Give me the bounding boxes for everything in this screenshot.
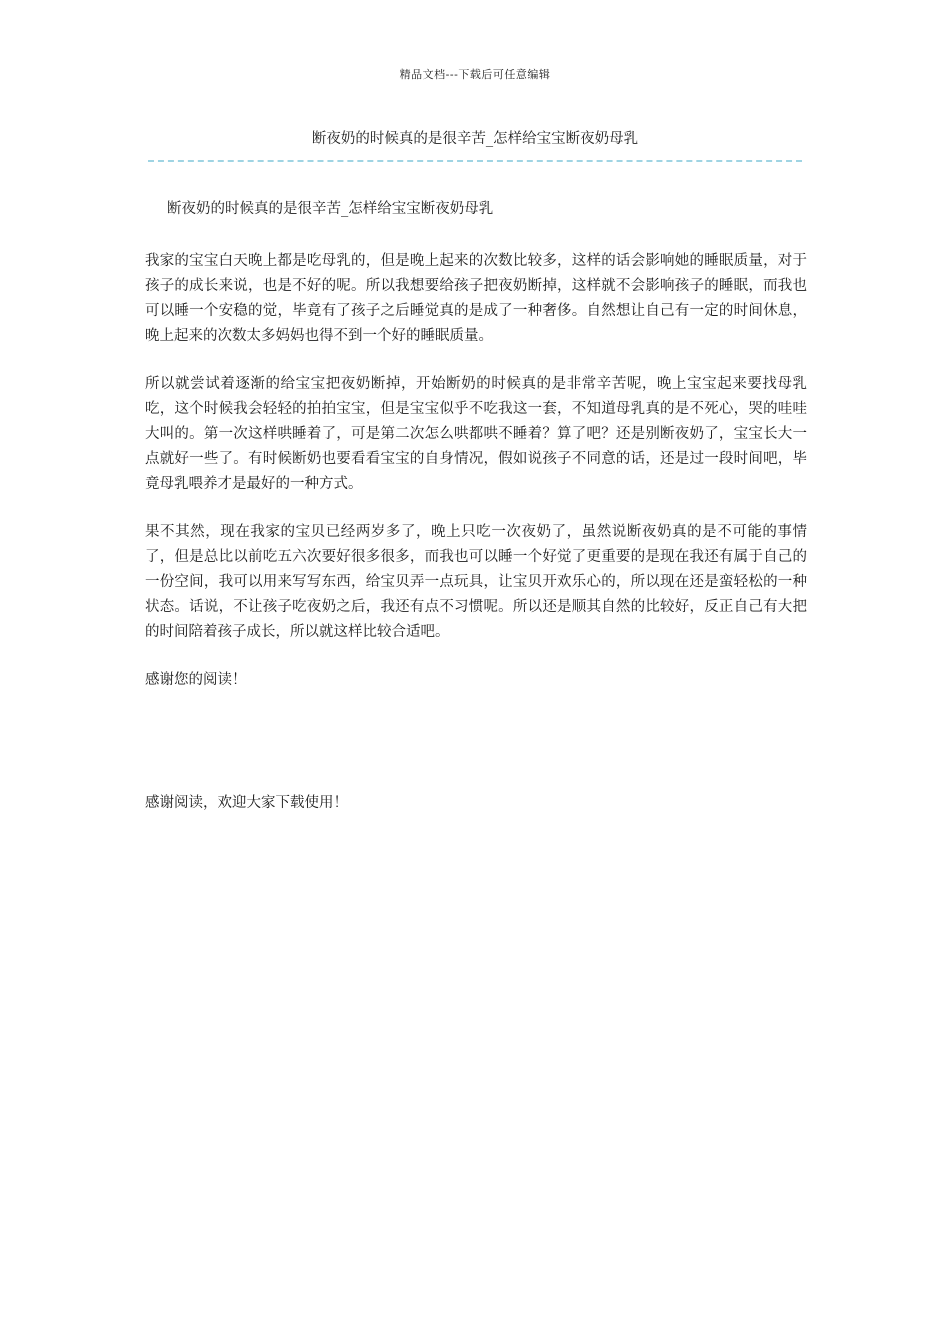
document-subtitle: 断夜奶的时候真的是很辛苦_怎样给宝宝断夜奶母乳 [167, 201, 494, 217]
paragraph-1: 我家的宝宝白天晚上都是吃母乳的，但是晚上起来的次数比较多，这样的话会影响她的睡眠质量，对于孩子的成长来说，也是不好的呢。所以我想要给孩子把夜奶断掉，这样就不会影响孩子的睡眠，而我也可以睡一个安稳的觉，毕竟有了孩子之后睡觉真的是成了一种奢侈。自然想让自己有一定的时间休息，晚上起来的次数太多妈妈也得不到一个好的睡眠质量。 [145, 253, 807, 344]
paragraph-2: 所以就尝试着逐渐的给宝宝把夜奶断掉，开始断奶的时候真的是非常辛苦呢，晚上宝宝起来要找母乳吃，这个时候我会轻轻的拍拍宝宝，但是宝宝似乎不吃我这一套，不知道母乳真的是不死心，哭的哇哇大叫的。第一次这样哄睡着了，可是第二次怎么哄都哄不睡着？算了吧？还是别断夜奶了，宝宝长大一点就好一些了。有时候断奶也要看看宝宝的自身情况，假如说孩子不同意的话，还是过一段时间吧，毕竟母乳喂养才是最好的一种方式。 [145, 376, 807, 492]
title-divider [148, 160, 802, 162]
paragraph-3: 果不其然，现在我家的宝贝已经两岁多了，晚上只吃一次夜奶了，虽然说断夜奶真的是不可能的事情了，但是总比以前吃五六次要好很多很多，而我也可以睡一个好觉了更重要的是现在我还有属于自己的一份空间，我可以用来写写东西，给宝贝弄一点玩具，让宝贝开欢乐心的，所以现在还是蛮轻松的一种状态。话说，不让孩子吃夜奶之后，我还有点不习惯呢。所以还是顺其自然的比较好，反正自己有大把的时间陪着孩子成长，所以就这样比较合适吧。 [145, 524, 807, 640]
thanks-reading-text: 感谢您的阅读！ [145, 672, 247, 688]
thanks-download-text: 感谢阅读，欢迎大家下载使用！ [145, 795, 348, 811]
page-header: 精品文档---下载后可任意编辑 [399, 68, 551, 81]
document-body [145, 197, 807, 816]
document-title: 断夜奶的时候真的是很辛苦_怎样给宝宝断夜奶母乳 [311, 131, 639, 147]
